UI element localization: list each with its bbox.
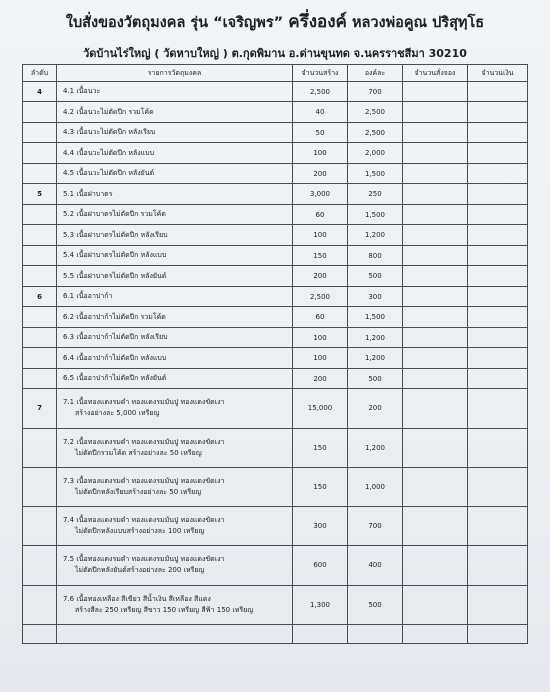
row-price: 2,500 <box>348 102 403 122</box>
row-group-number <box>23 245 57 265</box>
blank-cell <box>293 625 348 644</box>
row-price: 300 <box>348 286 403 306</box>
row-item-name: 4.3 เนื้อนวะไม่ตัดปีก หลังเรียบ <box>63 128 156 137</box>
row-amount-field[interactable] <box>468 467 528 506</box>
col-header-price: องค์ละ <box>348 65 403 82</box>
row-price: 700 <box>348 82 403 102</box>
row-amount-field[interactable] <box>468 245 528 265</box>
blank-cell[interactable] <box>403 625 468 644</box>
title-part-3: หลวงพ่อคูณ ปริสุทฺโธ <box>351 15 485 31</box>
row-item-cell <box>57 585 293 624</box>
row-item-cell <box>57 546 293 585</box>
row-item-name: 5.4 เนื้อฝาบาตรไม่ตัดปีก หลังแบบ <box>63 251 167 260</box>
row-amount-field[interactable] <box>468 389 528 428</box>
row-item-name: 7.6 เนื้อทองเหลือง สีเขียว สีน้ำเงิน สีเหลือง สีแดง <box>63 594 211 603</box>
table-row <box>23 368 528 388</box>
row-amount-field[interactable] <box>468 428 528 467</box>
table-row <box>23 163 528 183</box>
row-quantity: 200 <box>293 163 348 183</box>
row-quantity: 50 <box>293 122 348 142</box>
row-price: 400 <box>348 546 403 585</box>
table-row <box>23 204 528 224</box>
row-amount-field[interactable] <box>468 143 528 163</box>
table-row <box>23 266 528 286</box>
row-quantity: 15,000 <box>293 389 348 428</box>
col-header-index: ลำดับ <box>23 65 57 82</box>
table-row <box>23 467 528 506</box>
row-item-name: 6.1 เนื้ออาปาก้า <box>63 292 113 301</box>
row-quantity: 60 <box>293 204 348 224</box>
row-order-qty-field[interactable] <box>403 245 468 265</box>
table-row <box>23 143 528 163</box>
row-item-name: 7.2 เนื้อทองแดงรมดำ ทองแดงรมมันปู ทองแดงขัดเงา <box>63 437 225 446</box>
table-row <box>23 389 528 428</box>
row-order-qty-field[interactable] <box>403 307 468 327</box>
row-order-qty-field[interactable] <box>403 507 468 546</box>
row-order-qty-field[interactable] <box>403 467 468 506</box>
row-order-qty-field[interactable] <box>403 82 468 102</box>
row-quantity: 2,500 <box>293 82 348 102</box>
row-order-qty-field[interactable] <box>403 368 468 388</box>
row-quantity: 40 <box>293 102 348 122</box>
row-group-number <box>23 204 57 224</box>
row-group-number: 5 <box>23 184 57 204</box>
col-header-item: รายการวัตถุมงคล <box>57 65 293 82</box>
row-group-number <box>23 163 57 183</box>
row-item-cell <box>57 507 293 546</box>
row-item-detail: ไม่ตัดปีกหลังแบบสร้างอย่างละ 100 เหรียญ <box>75 527 205 536</box>
row-price: 1,200 <box>348 225 403 245</box>
row-item-name: 6.5 เนื้ออาปาก้าไม่ตัดปีก หลังยันต์ <box>63 374 167 383</box>
table-row <box>23 546 528 585</box>
row-item-name: 7.5 เนื้อทองแดงรมดำ ทองแดงรมมันปู ทองแดงขัดเงา <box>63 555 225 564</box>
row-item-cell <box>57 82 293 102</box>
row-amount-field[interactable] <box>468 102 528 122</box>
row-amount-field[interactable] <box>468 368 528 388</box>
row-item-name: 5.3 เนื้อฝาบาตรไม่ตัดปีก หลังเรียบ <box>63 230 168 239</box>
blank-cell[interactable] <box>468 625 528 644</box>
row-price: 500 <box>348 368 403 388</box>
table-row <box>23 348 528 368</box>
row-item-detail: ไม่ตัดปีกหลังเรียบสร้างอย่างละ 50 เหรียญ <box>75 487 202 496</box>
row-group-number <box>23 266 57 286</box>
table-row <box>23 184 528 204</box>
row-price: 2,500 <box>348 122 403 142</box>
row-order-qty-field[interactable] <box>403 546 468 585</box>
row-quantity: 150 <box>293 467 348 506</box>
row-item-detail: ไม่ตัดปีกรวมโค้ด สร้างอย่างละ 50 เหรียญ <box>75 448 202 457</box>
row-amount-field[interactable] <box>468 546 528 585</box>
page-title <box>0 8 550 35</box>
row-quantity: 60 <box>293 307 348 327</box>
row-quantity: 300 <box>293 507 348 546</box>
row-amount-field[interactable] <box>468 184 528 204</box>
row-item-name: 7.3 เนื้อทองแดงรมดำ ทองแดงรมมันปู ทองแดงขัดเงา <box>63 476 225 485</box>
row-item-detail: ไม่ตัดปีกหลังยันต์สร้างอย่างละ 200 เหรียญ <box>75 566 205 575</box>
row-item-name: 4.2 เนื้อนวะไม่ตัดปีก รวมโค้ด <box>63 107 154 116</box>
row-group-number <box>23 428 57 467</box>
table-row <box>23 102 528 122</box>
row-order-qty-field[interactable] <box>403 585 468 624</box>
row-item-name: 5.1 เนื้อฝาบาตร <box>63 189 113 198</box>
row-order-qty-field[interactable] <box>403 122 468 142</box>
row-item-name: 5.2 เนื้อฝาบาตรไม่ตัดปีก รวมโค้ด <box>63 210 166 219</box>
row-item-cell <box>57 102 293 122</box>
table-row <box>23 286 528 306</box>
row-quantity: 1,300 <box>293 585 348 624</box>
row-item-cell <box>57 348 293 368</box>
row-amount-field[interactable] <box>468 122 528 142</box>
row-order-qty-field[interactable] <box>403 286 468 306</box>
row-amount-field[interactable] <box>468 585 528 624</box>
col-header-quantity: จำนวนสร้าง <box>293 65 348 82</box>
row-amount-field[interactable] <box>468 307 528 327</box>
row-price: 2,000 <box>348 143 403 163</box>
row-price: 500 <box>348 266 403 286</box>
row-amount-field[interactable] <box>468 507 528 546</box>
row-item-cell <box>57 327 293 347</box>
row-order-qty-field[interactable] <box>403 143 468 163</box>
blank-cell <box>57 625 293 644</box>
row-price: 1,200 <box>348 428 403 467</box>
title-part-1: ใบสั่งของวัตถุมงคล รุ่น “เจริญพร” <box>65 15 284 31</box>
row-group-number <box>23 143 57 163</box>
row-group-number <box>23 327 57 347</box>
row-order-qty-field[interactable] <box>403 266 468 286</box>
blank-cell <box>348 625 403 644</box>
table-row <box>23 428 528 467</box>
row-item-cell <box>57 307 293 327</box>
row-order-qty-field[interactable] <box>403 163 468 183</box>
temple-address: วัดบ้านไร่ใหญ่ ( วัดหาบใหญ่ ) ต.กุดพิมาน อ.ด่านขุนทด จ.นครราชสีมา 30210 <box>83 47 467 60</box>
row-item-cell <box>57 467 293 506</box>
row-item-cell <box>57 143 293 163</box>
row-group-number <box>23 225 57 245</box>
row-quantity: 2,500 <box>293 286 348 306</box>
row-order-qty-field[interactable] <box>403 225 468 245</box>
row-item-name: 4.1 เนื้อนวะ <box>63 87 101 96</box>
table-row <box>23 307 528 327</box>
row-item-detail: สร้างอย่างละ 5,000 เหรียญ <box>75 409 160 418</box>
row-item-detail: สร้างสีละ 250 เหรียญ สีขาว 150 เหรียญ สีฟ้า 150 เหรียญ <box>75 605 254 614</box>
row-item-name: 5.5 เนื้อฝาบาตรไม่ตัดปีก หลังยันต์ <box>63 271 167 280</box>
row-amount-field[interactable] <box>468 286 528 306</box>
row-quantity: 150 <box>293 428 348 467</box>
row-price: 200 <box>348 389 403 428</box>
row-item-name: 7.4 เนื้อทองแดงรมดำ ทองแดงรมมันปู ทองแดงขัดเงา <box>63 516 225 525</box>
row-price: 500 <box>348 585 403 624</box>
blank-cell <box>23 625 57 644</box>
row-quantity: 200 <box>293 368 348 388</box>
row-quantity: 600 <box>293 546 348 585</box>
row-group-number <box>23 307 57 327</box>
row-amount-field[interactable] <box>468 225 528 245</box>
row-amount-field[interactable] <box>468 163 528 183</box>
row-order-qty-field[interactable] <box>403 389 468 428</box>
table-row <box>23 327 528 347</box>
table-header-row <box>23 65 528 82</box>
row-item-cell <box>57 184 293 204</box>
row-price: 1,200 <box>348 327 403 347</box>
row-price: 800 <box>348 245 403 265</box>
row-group-number: 6 <box>23 286 57 306</box>
row-price: 1,000 <box>348 467 403 506</box>
row-group-number <box>23 122 57 142</box>
row-item-cell <box>57 266 293 286</box>
row-quantity: 100 <box>293 327 348 347</box>
row-amount-field[interactable] <box>468 327 528 347</box>
row-quantity: 100 <box>293 143 348 163</box>
row-order-qty-field[interactable] <box>403 102 468 122</box>
row-amount-field[interactable] <box>468 82 528 102</box>
table-row <box>23 507 528 546</box>
row-item-name: 6.4 เนื้ออาปาก้าไม่ตัดปีก หลังแบบ <box>63 353 167 362</box>
row-price: 250 <box>348 184 403 204</box>
row-group-number <box>23 585 57 624</box>
order-table <box>22 64 528 644</box>
title-part-2: ครึ่งองค์ <box>288 12 347 32</box>
row-group-number <box>23 546 57 585</box>
row-group-number: 4 <box>23 82 57 102</box>
row-item-cell <box>57 368 293 388</box>
row-group-number: 7 <box>23 389 57 428</box>
row-item-name: 6.3 เนื้ออาปาก้าไม่ตัดปีก หลังเรียบ <box>63 333 168 342</box>
row-item-name: 7.1 เนื้อทองแดงรมดำ ทองแดงรมมันปู ทองแดงขัดเงา <box>63 398 225 407</box>
row-order-qty-field[interactable] <box>403 327 468 347</box>
row-group-number <box>23 368 57 388</box>
row-price: 700 <box>348 507 403 546</box>
row-item-cell <box>57 163 293 183</box>
row-price: 1,500 <box>348 307 403 327</box>
row-amount-field[interactable] <box>468 204 528 224</box>
row-quantity: 3,000 <box>293 184 348 204</box>
row-order-qty-field[interactable] <box>403 204 468 224</box>
row-group-number <box>23 102 57 122</box>
row-price: 1,200 <box>348 348 403 368</box>
row-amount-field[interactable] <box>468 266 528 286</box>
col-header-order-qty: จำนวนสั่งจอง <box>403 65 468 82</box>
row-quantity: 200 <box>293 266 348 286</box>
row-group-number <box>23 507 57 546</box>
table-row <box>23 585 528 624</box>
table-row <box>23 225 528 245</box>
row-item-name: 6.2 เนื้ออาปาก้าไม่ตัดปีก รวมโค้ด <box>63 312 166 321</box>
row-item-cell <box>57 122 293 142</box>
row-item-cell <box>57 204 293 224</box>
row-item-cell <box>57 225 293 245</box>
row-group-number <box>23 467 57 506</box>
row-quantity: 100 <box>293 225 348 245</box>
col-header-amount: จำนวนเงิน <box>468 65 528 82</box>
row-item-cell <box>57 286 293 306</box>
row-item-name: 4.5 เนื้อนวะไม่ตัดปีก หลังยันต์ <box>63 169 155 178</box>
row-price: 1,500 <box>348 163 403 183</box>
row-order-qty-field[interactable] <box>403 428 468 467</box>
row-amount-field[interactable] <box>468 348 528 368</box>
row-group-number <box>23 348 57 368</box>
row-item-cell <box>57 389 293 428</box>
table-row-blank <box>23 625 528 644</box>
row-price: 1,500 <box>348 204 403 224</box>
row-item-cell <box>57 428 293 467</box>
row-item-cell <box>57 245 293 265</box>
row-quantity: 150 <box>293 245 348 265</box>
row-quantity: 100 <box>293 348 348 368</box>
row-order-qty-field[interactable] <box>403 184 468 204</box>
table-row <box>23 245 528 265</box>
row-order-qty-field[interactable] <box>403 348 468 368</box>
row-item-name: 4.4 เนื้อนวะไม่ตัดปีก หลังแบบ <box>63 148 155 157</box>
table-row <box>23 82 528 102</box>
table-row <box>23 122 528 142</box>
